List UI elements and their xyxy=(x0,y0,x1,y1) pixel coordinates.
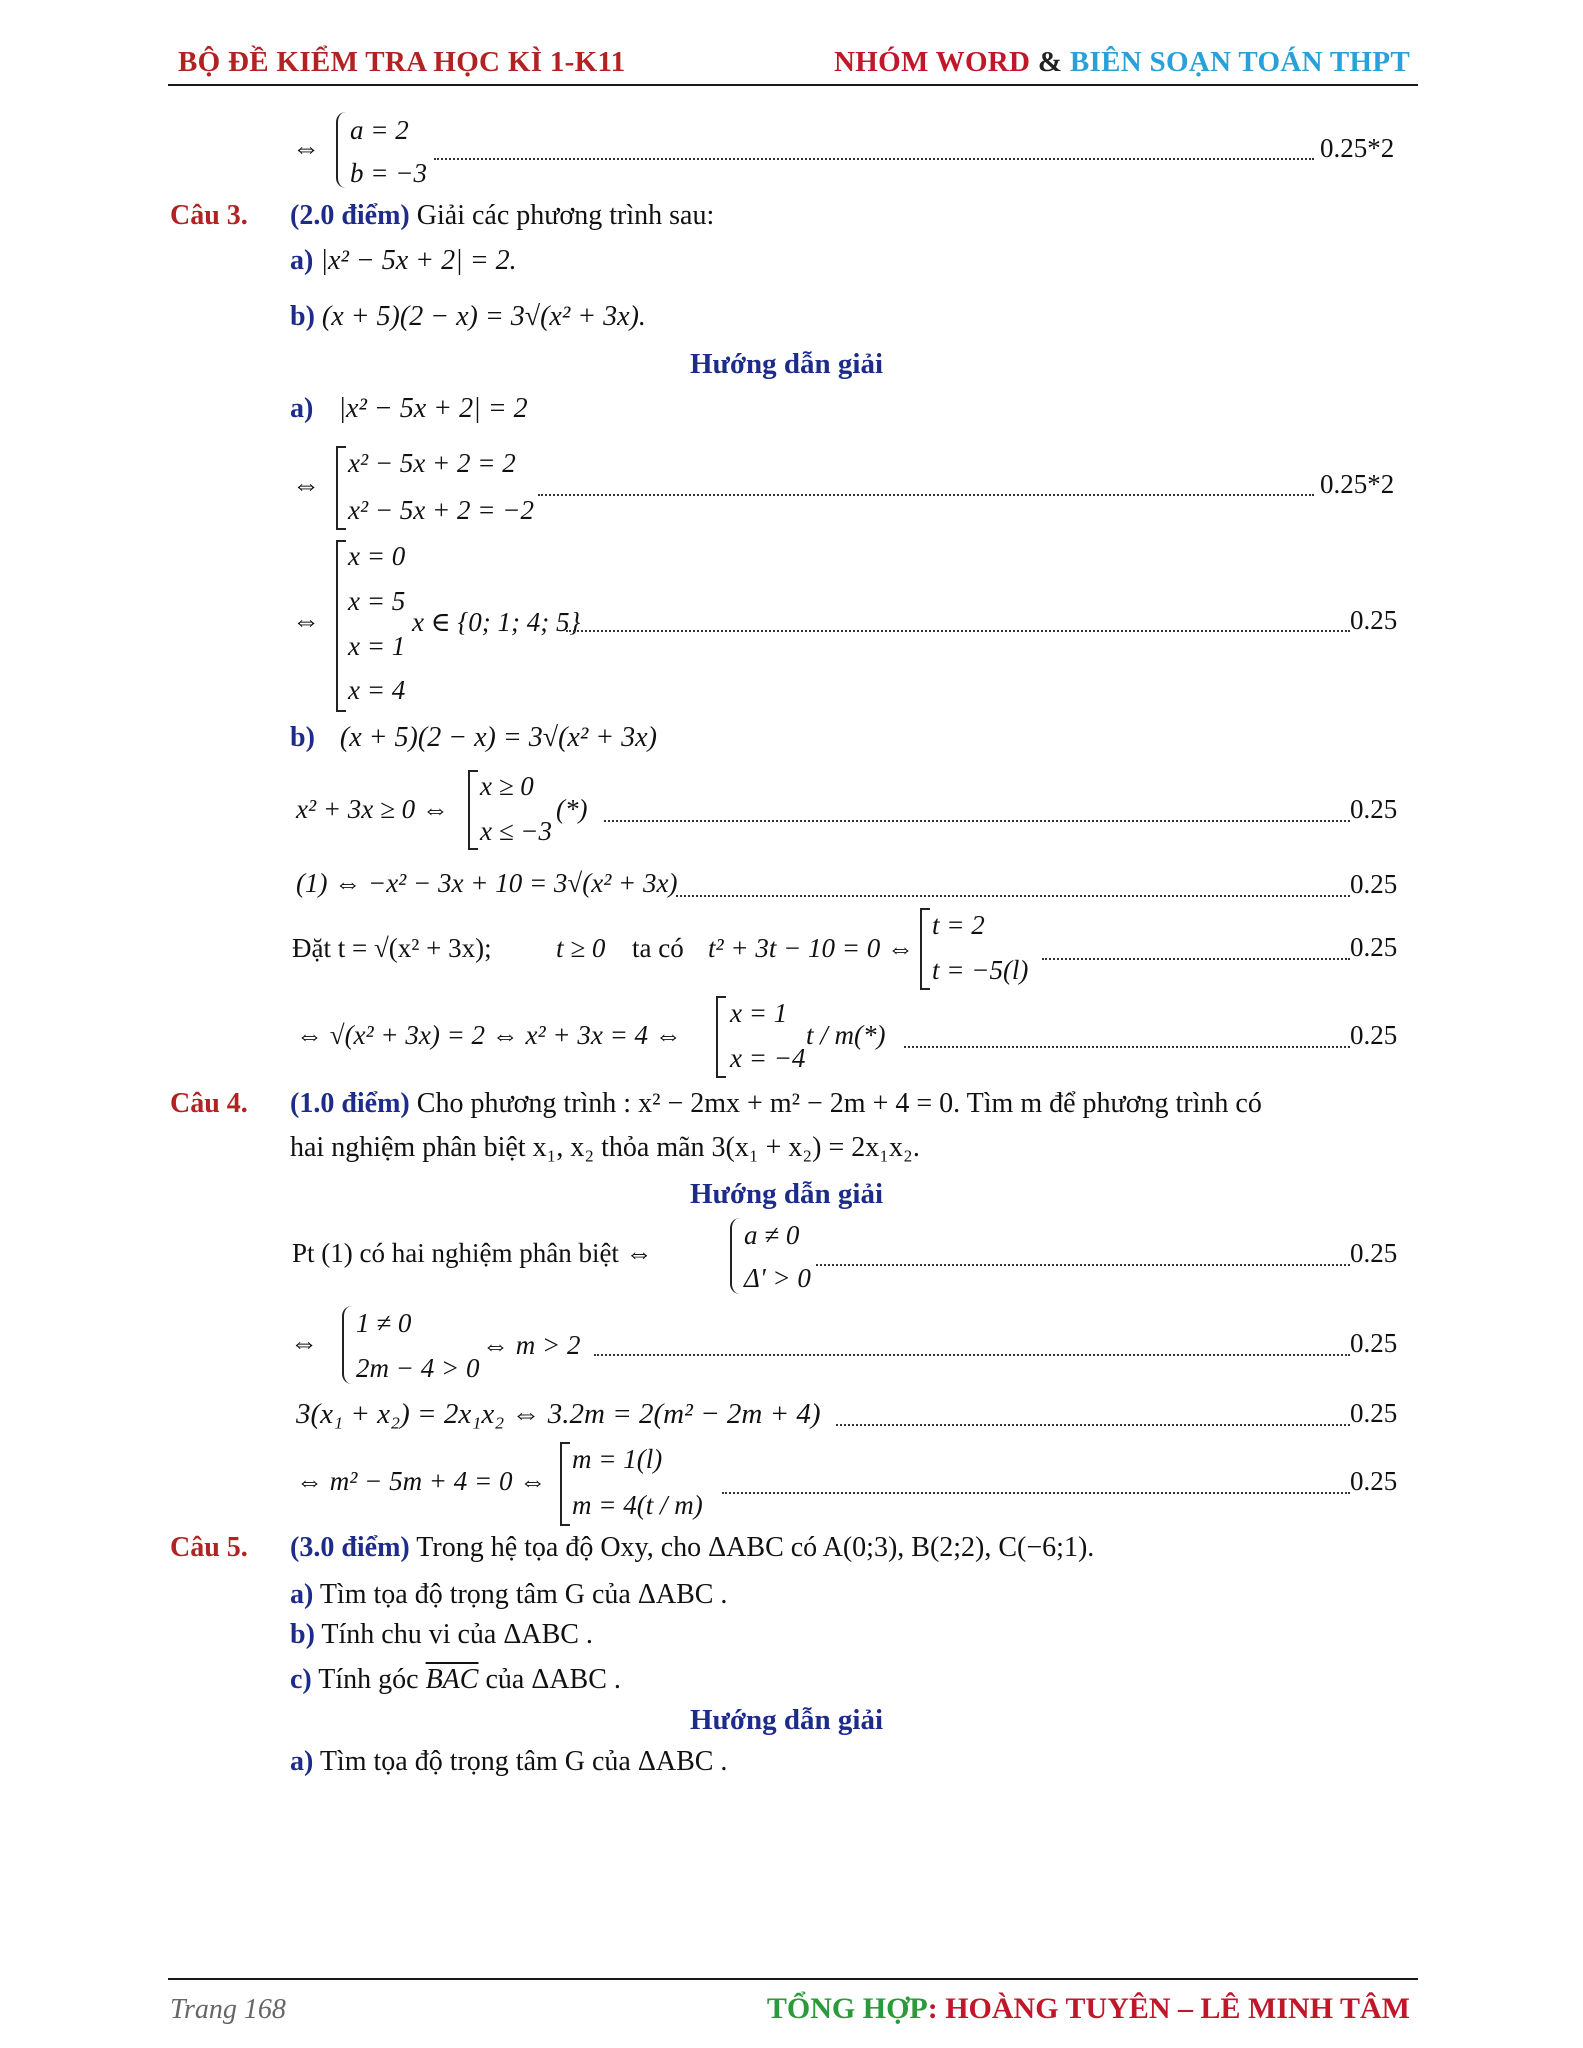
bracket-line-2: x² − 5x + 2 = −2 xyxy=(348,495,534,525)
equation: |x² − 5x + 2| = 2. xyxy=(320,245,517,276)
question-3a xyxy=(290,245,517,277)
system-line-1: a = 2 xyxy=(350,115,409,145)
bracket xyxy=(560,1442,570,1526)
question-4-text-2: hai nghiệm phân biệt x₁, x₂ thỏa mãn 3(x₁ + x₂) = 2x₁x₂. xyxy=(290,1132,920,1163)
equation: (x + 5)(2 − x) = 3√(x² + 3x) xyxy=(339,722,657,753)
score: 0.25*2 xyxy=(1320,133,1395,163)
item-label: c) xyxy=(290,1664,312,1695)
question-4-label xyxy=(170,1088,248,1120)
question-points: (2.0 điểm) xyxy=(290,200,410,231)
footer-credit xyxy=(767,1992,1410,2026)
question-5c xyxy=(290,1664,621,1696)
bracket-line-1: x² − 5x + 2 = 2 xyxy=(348,448,516,478)
item-label: a) xyxy=(290,245,314,276)
dot-leader xyxy=(604,820,1350,822)
dot-leader xyxy=(904,1046,1350,1048)
final-equation: ⇔ √(x² + 3x) = 2 ⇔ x² + 3x = 4 ⇔ xyxy=(296,1020,682,1050)
header-group xyxy=(834,46,1410,79)
dot-leader xyxy=(566,630,1350,632)
system-brace xyxy=(342,1306,354,1384)
credit-names: : HOÀNG TUYÊN – LÊ MINH TÂM xyxy=(927,1992,1410,2025)
score: 0.25*2 xyxy=(1320,469,1395,499)
condition-2: x ≤ −3 xyxy=(480,816,553,846)
condition-statement: Pt (1) có hai nghiệm phân biệt ⇔ xyxy=(292,1238,653,1268)
final-root-2: x = −4 xyxy=(730,1043,806,1073)
substitution: Đặt t = √(x² + 3x); xyxy=(292,933,492,963)
dot-leader xyxy=(722,1492,1350,1494)
item-text: Tính chu vi của ΔABC . xyxy=(314,1619,593,1650)
root-2: x = 5 xyxy=(348,586,406,616)
final-root-1: x = 1 xyxy=(730,998,788,1028)
dot-leader xyxy=(434,158,1314,160)
bracket xyxy=(920,908,930,990)
equiv-arrow: ⇔ xyxy=(292,133,320,164)
page-number: Trang 168 xyxy=(170,1994,286,2025)
solution-5a xyxy=(290,1746,727,1778)
score: 0.25 xyxy=(1350,869,1398,899)
bracket xyxy=(716,996,726,1078)
solution-heading: Hướng dẫn giải xyxy=(690,348,884,380)
score: 0.25 xyxy=(1350,605,1398,635)
header-title: BỘ ĐỀ KIỂM TRA HỌC KÌ 1-K11 xyxy=(178,46,626,78)
condition: x² + 3x ≥ 0 ⇔ xyxy=(296,794,449,824)
system-line-2: 2m − 4 > 0 xyxy=(356,1353,480,1383)
system-brace xyxy=(730,1218,742,1294)
t-condition: t ≥ 0 xyxy=(556,933,606,963)
page-header xyxy=(168,42,1418,86)
question-5a xyxy=(290,1579,727,1611)
item-text: Tìm tọa độ trọng tâm G của ΔABC . xyxy=(313,1579,728,1610)
bracket xyxy=(468,770,478,850)
score: 0.25 xyxy=(1350,1020,1398,1050)
question-statement: Trong hệ tọa độ Oxy, cho ΔABC có A(0;3), B(2;2), C(−6;1). xyxy=(409,1532,1095,1563)
item-label: a) xyxy=(290,1579,314,1610)
system-line-1: a ≠ 0 xyxy=(744,1220,800,1250)
t-root-1: t = 2 xyxy=(932,910,985,940)
score: 0.25 xyxy=(1350,1328,1398,1358)
condition-equation: 3(x₁ + x₂) = 2x₁x₂ ⇔ 3.2m = 2(m² − 2m + 4) xyxy=(296,1398,821,1430)
item-label: b) xyxy=(290,301,315,332)
header-group-name: NHÓM WORD xyxy=(833,46,1031,78)
question-3b xyxy=(290,301,646,333)
system-line-2: b = −3 xyxy=(350,158,427,188)
score: 0.25 xyxy=(1350,1466,1398,1496)
question-number: Câu 5. xyxy=(170,1532,248,1563)
t-root-2: t = −5(l) xyxy=(932,955,1029,985)
question-points: (3.0 điểm) xyxy=(290,1532,410,1563)
system-line-1: 1 ≠ 0 xyxy=(356,1308,412,1338)
solution-3a xyxy=(290,393,528,425)
score: 0.25 xyxy=(1350,794,1398,824)
m-root-2: m = 4(t / m) xyxy=(572,1490,703,1520)
question-3-text xyxy=(290,200,714,232)
page-footer xyxy=(168,1978,1418,2030)
question-points: (1.0 điểm) xyxy=(290,1088,410,1119)
bracket xyxy=(336,446,346,530)
item-label: b) xyxy=(290,722,315,753)
result: ⇔ m > 2 xyxy=(482,1330,581,1360)
score: 0.25 xyxy=(1350,1238,1398,1268)
m-root-1: m = 1(l) xyxy=(572,1444,663,1474)
score: 0.25 xyxy=(1350,1398,1398,1428)
question-5-text xyxy=(290,1532,1094,1564)
question-number: Câu 3. xyxy=(170,200,248,231)
solution-heading: Hướng dẫn giải xyxy=(690,1704,884,1736)
item-label: a) xyxy=(290,1746,314,1777)
question-statement: Giải các phương trình sau: xyxy=(409,200,715,231)
credit-label: TỔNG HỢP xyxy=(766,1992,928,2025)
ta-co: ta có xyxy=(632,933,684,963)
dot-leader xyxy=(1042,958,1350,960)
item-label: b) xyxy=(290,1619,315,1650)
question-5b xyxy=(290,1619,593,1651)
dot-leader xyxy=(816,1264,1350,1266)
angle-notation: $\overline{BAC}$ xyxy=(425,1664,479,1695)
equation-1: (1) ⇔ −x² − 3x + 10 = 3√(x² + 3x) xyxy=(296,868,678,898)
bracket xyxy=(336,540,346,712)
equiv-arrow: ⇔ xyxy=(290,1328,318,1359)
system-line-2: Δ' > 0 xyxy=(744,1263,811,1293)
item-text: Tính góc xyxy=(311,1664,426,1695)
score: 0.25 xyxy=(1350,932,1398,962)
question-statement: Cho phương trình : x² − 2mx + m² − 2m + 4 = 0. Tìm m để phương trình có xyxy=(409,1088,1262,1119)
question-4-text xyxy=(290,1088,1262,1120)
equation: |x² − 5x + 2| = 2 xyxy=(338,393,528,424)
header-group-subtitle: BIÊN SOẠN TOÁN THPT xyxy=(1069,46,1410,78)
solution-heading: Hướng dẫn giải xyxy=(690,1178,884,1210)
dot-leader xyxy=(836,1424,1350,1426)
system-brace xyxy=(336,112,348,188)
item-text: của ΔABC . xyxy=(478,1664,621,1695)
root-4: x = 4 xyxy=(348,675,406,705)
quadratic: ⇔ m² − 5m + 4 = 0 ⇔ xyxy=(296,1466,547,1496)
dot-leader xyxy=(594,1354,1350,1356)
root-3: x = 1 xyxy=(348,631,406,661)
star-mark: (*) xyxy=(556,794,588,824)
condition-1: x ≥ 0 xyxy=(480,771,534,801)
dot-leader xyxy=(676,895,1350,897)
t-equation: t² + 3t − 10 = 0 ⇔ xyxy=(708,933,915,963)
question-number: Câu 4. xyxy=(170,1088,248,1119)
item-label: a) xyxy=(290,393,314,424)
accept-note: t / m(*) xyxy=(806,1020,886,1050)
root-1: x = 0 xyxy=(348,541,406,571)
question-3-label xyxy=(170,200,248,232)
equiv-arrow: ⇔ xyxy=(292,470,320,501)
equiv-arrow: ⇔ xyxy=(292,606,320,637)
item-text: Tìm tọa độ trọng tâm G của ΔABC . xyxy=(313,1746,728,1777)
header-amp: & xyxy=(1037,46,1063,78)
question-5-label xyxy=(170,1532,248,1564)
equation: (x + 5)(2 − x) = 3√(x² + 3x). xyxy=(321,301,646,332)
solution-3b xyxy=(290,722,657,754)
solution-set: x ∈ {0; 1; 4; 5} xyxy=(412,607,581,637)
dot-leader xyxy=(538,494,1314,496)
